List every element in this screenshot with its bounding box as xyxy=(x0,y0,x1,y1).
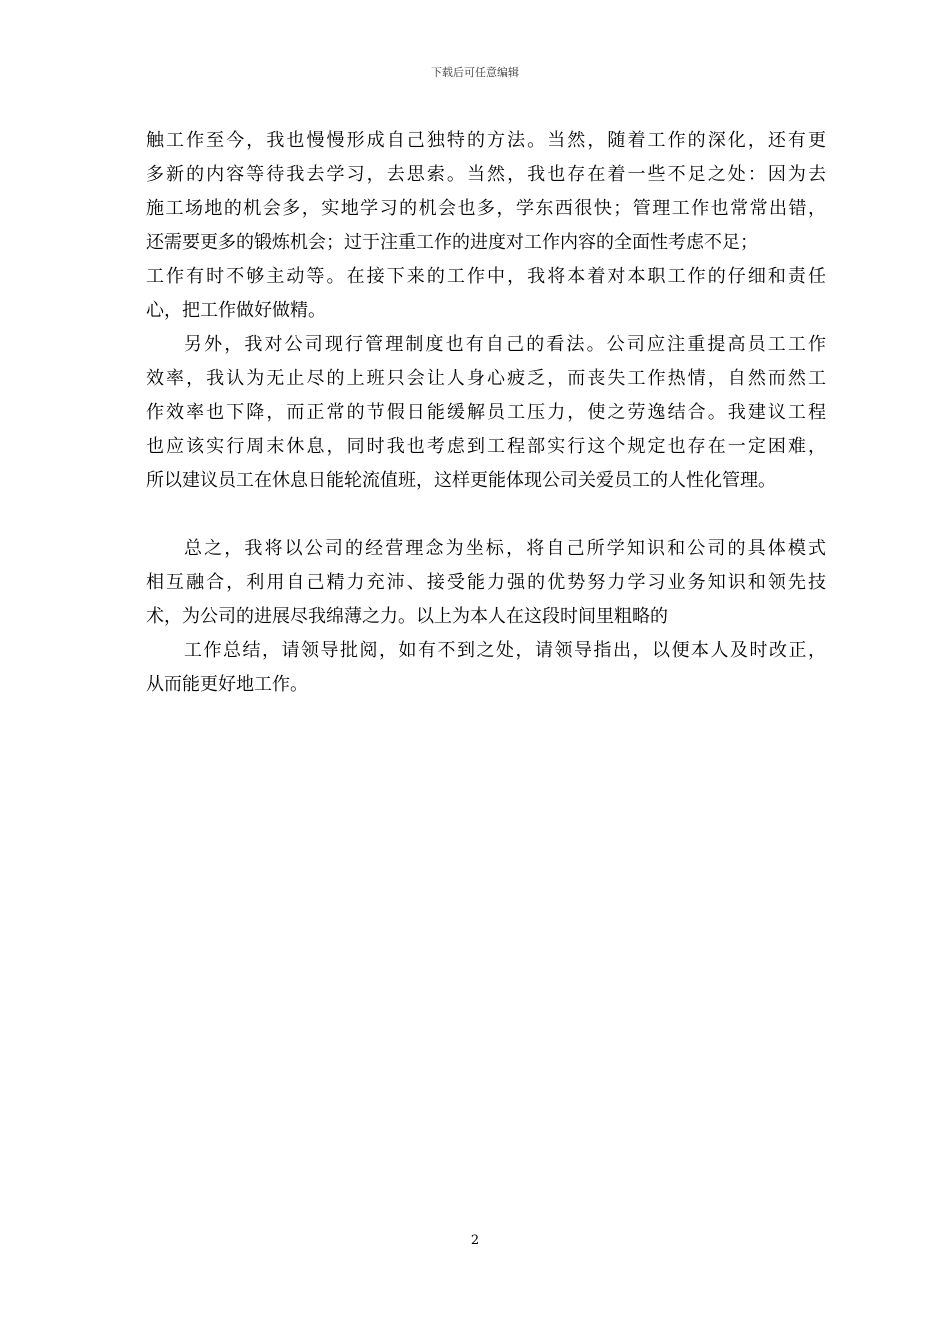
paragraph-4 xyxy=(146,634,826,702)
text-line: 多新的内容等待我去学习，去思索。当然，我也存在着一些不足之处：因为去 xyxy=(146,164,826,185)
text-line: 效率，我认为无止尽的上班只会让人身心疲乏，而丧失工作热情，自然而然工 xyxy=(146,368,826,389)
text-line: 术，为公司的进展尽我绵薄之力。以上为本人在这段时间里粗略的 xyxy=(146,606,668,627)
text-line: 还需要更多的锻炼机会；过于注重工作的进度对工作内容的全面性考虑不足； xyxy=(146,232,758,253)
paragraph-2 xyxy=(146,328,826,498)
blank-line xyxy=(146,498,826,532)
text-line: 另外，我对公司现行管理制度也有自己的看法。公司应注重提高员工工作 xyxy=(184,334,826,355)
text-line: 心，把工作做好做精。 xyxy=(146,300,326,321)
text-line: 作效率也下降，而正常的节假日能缓解员工压力，使之劳逸结合。我建议工程 xyxy=(146,402,826,423)
text-line: 相互融合，利用自己精力充沛、接受能力强的优势努力学习业务知识和领先技 xyxy=(146,572,826,593)
page-header: 下载后可任意编辑 xyxy=(431,66,519,79)
text-line: 总之，我将以公司的经营理念为坐标，将自己所学知识和公司的具体模式 xyxy=(184,538,826,559)
text-line: 从而能更好地工作。 xyxy=(146,674,308,695)
text-line: 触工作至今，我也慢慢形成自己独特的方法。当然，随着工作的深化，还有更 xyxy=(146,130,826,151)
text-line: 所以建议员工在休息日能轮流值班，这样更能体现公司关爱员工的人性化管理。 xyxy=(146,470,776,491)
text-line: 工作有时不够主动等。在接下来的工作中，我将本着对本职工作的仔细和责任 xyxy=(146,266,826,287)
page-number: 2 xyxy=(470,1233,480,1248)
paragraph-1 xyxy=(146,124,826,328)
text-line: 也应该实行周末休息，同时我也考虑到工程部实行这个规定也存在一定困难， xyxy=(146,436,826,457)
paragraph-3 xyxy=(146,532,826,634)
document-body xyxy=(146,124,826,702)
text-line: 工作总结，请领导批阅，如有不到之处，请领导指出，以便本人及时改正， xyxy=(184,640,826,661)
text-line: 施工场地的机会多，实地学习的机会也多，学东西很快；管理工作也常常出错， xyxy=(146,198,826,219)
